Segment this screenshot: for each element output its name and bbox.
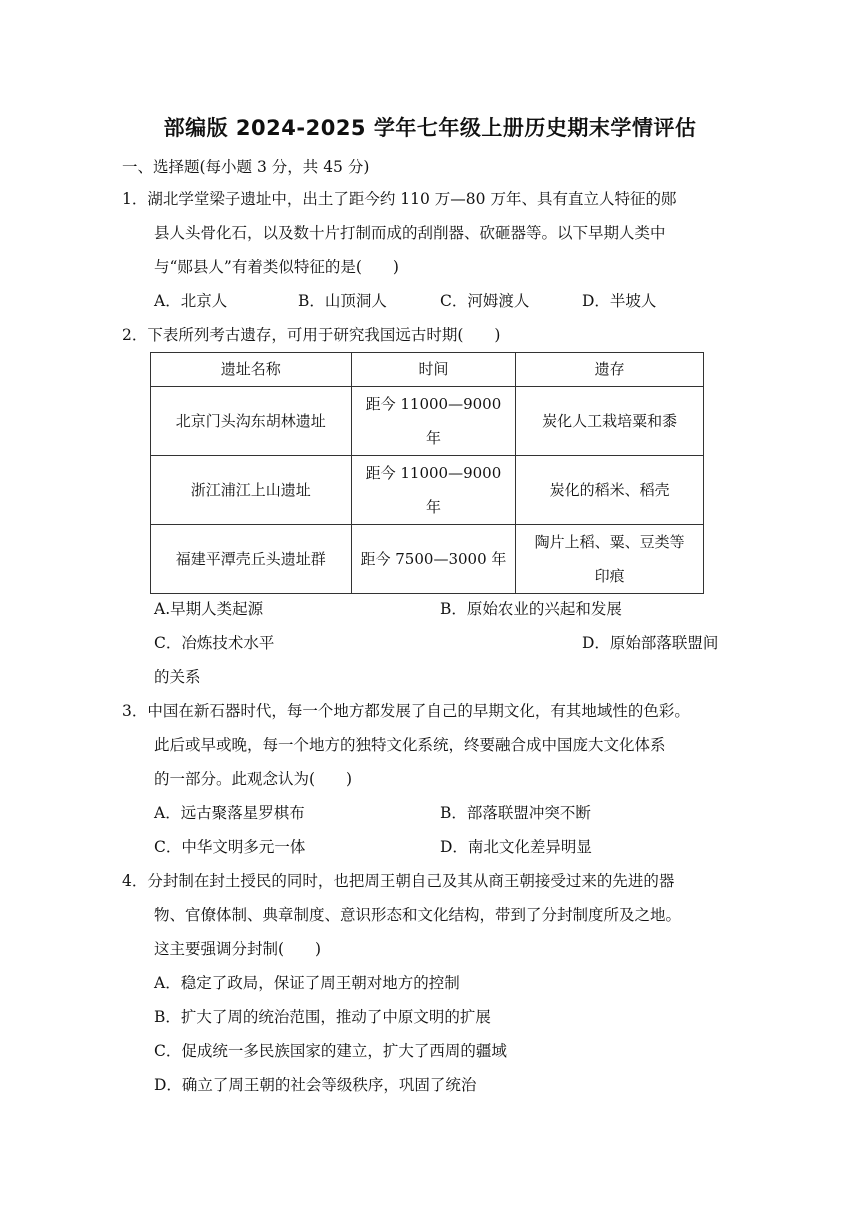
cell-line: 印痕 (594, 567, 625, 585)
question-1-line-3: 与“郧县人”有着类似特征的是( ) (154, 258, 399, 276)
question-1-line-2: 县人头骨化石，以及数十片打制而成的刮削器、砍砸器等。以下早期人类中 (154, 224, 666, 242)
question-2-option-a: A.早期人类起源 (154, 600, 264, 618)
table-header-row (151, 353, 704, 387)
cell-line: 年 (425, 429, 441, 447)
question-1-line-1: 1．湖北学堂梁子遗址中，出土了距今约 110 万—80 万年、具有直立人特征的郧 (122, 190, 677, 208)
cell-line: 距今 11000—9000 (365, 464, 502, 482)
question-4-line-3: 这主要强调分封制( ) (154, 940, 322, 958)
question-4-line-2: 物、官僚体制、典章制度、意识形态和文化结构，带到了分封制度所及之地。 (154, 906, 682, 924)
cell-line: 陶片上稻、粟、豆类等 (534, 533, 685, 551)
question-4-option-c: C．促成统一多民族国家的建立，扩大了西周的疆域 (154, 1042, 507, 1060)
table-row (151, 456, 704, 525)
question-4-option-b: B．扩大了周的统治范围，推动了中原文明的扩展 (154, 1008, 491, 1026)
question-1-option-b: B．山顶洞人 (298, 292, 387, 310)
question-2-option-c: C．冶炼技术水平 (154, 634, 275, 652)
question-3-option-a: A．远古聚落星罗棋布 (154, 804, 305, 822)
question-4-option-a: A．稳定了政局，保证了周王朝对地方的控制 (154, 974, 460, 992)
section-heading: 一、选择题(每小题 3 分，共 45 分) (122, 158, 370, 176)
table-cell-site: 北京门头沟东胡林遗址 (151, 387, 352, 456)
table-header-cell: 遗址名称 (151, 353, 352, 387)
document-title: 部编版 2024-2025 学年七年级上册历史期末学情评估 (163, 116, 697, 140)
table-cell-site: 福建平潭壳丘头遗址群 (151, 525, 352, 594)
cell-line: 距今 7500—3000 年 (360, 550, 507, 568)
table-cell-relic (516, 525, 704, 594)
question-1-option-c: C．河姆渡人 (440, 292, 530, 310)
table-cell-relic (516, 387, 704, 456)
cell-line: 炭化的稻米、稻壳 (549, 481, 670, 499)
question-4-line-1: 4．分封制在封土授民的同时，也把周王朝自己及其从商王朝接受过来的先进的器 (122, 872, 675, 890)
question-2-option-b: B．原始农业的兴起和发展 (440, 600, 622, 618)
question-2-option-d-continued: 的关系 (154, 668, 201, 686)
table-row (151, 387, 704, 456)
table-cell-site: 浙江浦江上山遗址 (151, 456, 352, 525)
question-2-line-1: 2．下表所列考古遗存，可用于研究我国远古时期( ) (122, 326, 501, 344)
question-3-option-b: B．部落联盟冲突不断 (440, 804, 591, 822)
question-3-line-1: 3．中国在新石器时代，每一个地方都发展了自己的早期文化，有其地域性的色彩。 (122, 702, 690, 720)
table-header-cell: 时间 (351, 353, 516, 387)
cell-line: 炭化人工栽培粟和黍 (542, 412, 678, 430)
archaeology-table (150, 352, 704, 594)
table-cell-time (351, 456, 516, 525)
question-1-option-a: A．北京人 (154, 292, 228, 310)
question-4-option-d: D．确立了周王朝的社会等级秩序，巩固了统治 (154, 1076, 477, 1094)
table-header-cell: 遗存 (516, 353, 704, 387)
question-3-option-c: C．中华文明多元一体 (154, 838, 306, 856)
question-3-line-3: 的一部分。此观念认为( ) (154, 770, 353, 788)
table-row (151, 525, 704, 594)
question-2-option-d: D．原始部落联盟间 (582, 634, 719, 652)
question-3-line-2: 此后或早或晚，每一个地方的独特文化系统，终要融合成中国庞大文化体系 (154, 736, 666, 754)
table-cell-relic (516, 456, 704, 525)
table-cell-time (351, 525, 516, 594)
cell-line: 距今 11000—9000 (365, 395, 502, 413)
question-1-option-d: D．半坡人 (582, 292, 657, 310)
cell-line: 年 (425, 498, 441, 516)
table-cell-time (351, 387, 516, 456)
question-3-option-d: D．南北文化差异明显 (440, 838, 592, 856)
